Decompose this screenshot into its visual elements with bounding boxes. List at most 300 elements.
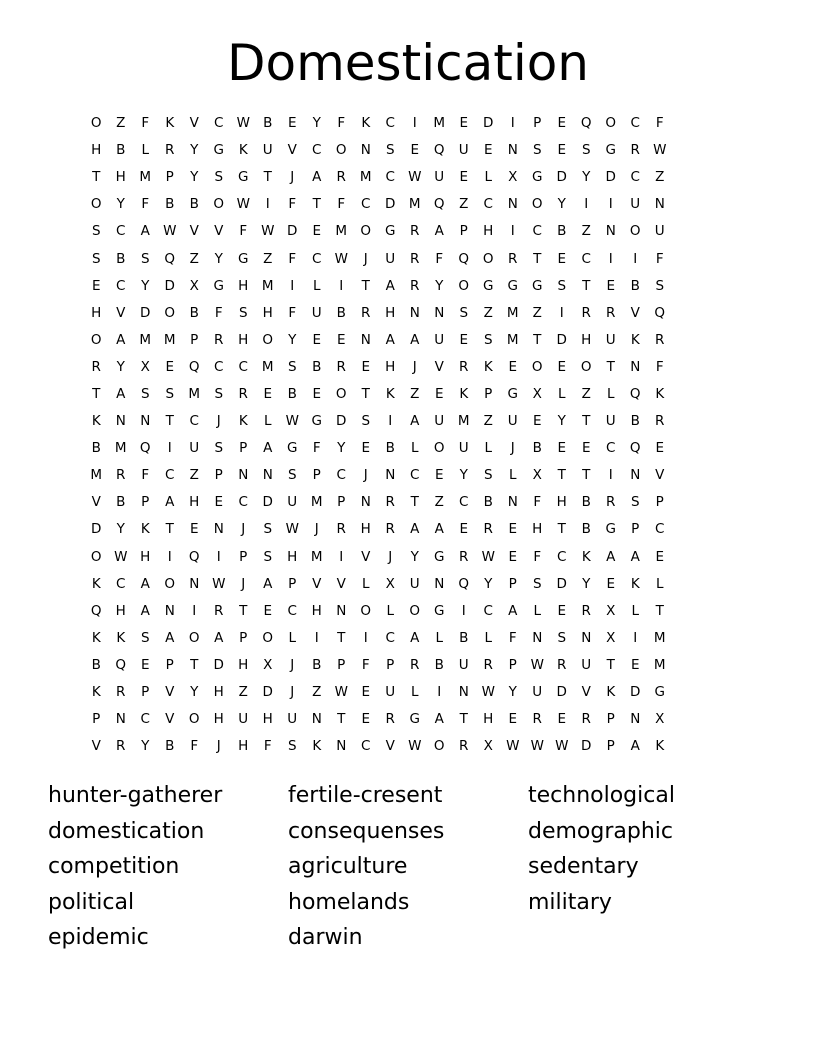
grid-letter: I [339, 277, 344, 294]
grid-letter: H [238, 738, 249, 755]
grid-letter: W [285, 413, 299, 430]
grid-letter: U [458, 440, 469, 457]
grid-letter: O [188, 711, 200, 728]
grid-letter: O [335, 142, 347, 159]
grid-letter: F [288, 250, 297, 267]
grid-letter: V [214, 223, 224, 240]
grid-letter: V [336, 575, 346, 592]
grid-letter: P [484, 385, 493, 402]
grid-letter: O [90, 548, 102, 565]
grid-letter: E [557, 142, 567, 159]
grid-letter: E [165, 358, 175, 375]
grid-letter: N [336, 602, 347, 619]
grid-letter: U [507, 413, 518, 430]
grid-letter: T [165, 413, 174, 430]
grid-letter: X [606, 602, 616, 619]
grid-letter: Y [582, 575, 591, 592]
grid-letter: I [167, 440, 172, 457]
grid-letter: W [334, 684, 348, 701]
grid-letter: W [334, 250, 348, 267]
grid-letter: R [581, 602, 591, 619]
grid-letter: W [481, 548, 495, 565]
grid-letter: H [115, 169, 126, 186]
grid-letter: B [581, 521, 591, 538]
grid-letter: R [385, 494, 395, 511]
grid-letter: U [434, 413, 445, 430]
grid-letter: R [655, 331, 665, 348]
grid-letter: S [581, 142, 591, 159]
grid-letter: Z [459, 196, 469, 213]
grid-letter: V [361, 548, 371, 565]
grid-letter: J [363, 250, 368, 267]
grid-letter: Q [580, 115, 592, 132]
grid-letter: T [410, 494, 419, 511]
grid-letter: A [140, 575, 150, 592]
grid-letter: S [459, 304, 469, 321]
grid-letter: K [385, 385, 395, 402]
grid-letter: F [337, 196, 346, 213]
grid-letter: I [633, 629, 638, 646]
grid-letter: N [532, 629, 543, 646]
grid-letter: O [164, 304, 176, 321]
grid-letter: U [581, 656, 592, 673]
grid-letter: B [459, 629, 469, 646]
grid-letter: D [556, 169, 567, 186]
grid-letter: C [287, 602, 297, 619]
grid-letter: P [655, 494, 664, 511]
grid-letter: E [606, 277, 616, 294]
word-list-item: competition [48, 854, 180, 880]
grid-letter: P [141, 684, 150, 701]
grid-letter: P [508, 656, 517, 673]
grid-letter: A [606, 548, 616, 565]
page-title: Domestication [226, 34, 589, 92]
grid-letter: P [165, 656, 174, 673]
grid-letter: N [458, 684, 469, 701]
grid-letter: H [189, 494, 200, 511]
grid-letter: E [581, 440, 591, 457]
grid-letter: Y [312, 115, 321, 132]
grid-letter: U [238, 711, 249, 728]
grid-letter: O [531, 196, 543, 213]
grid-letter: L [655, 575, 664, 592]
grid-letter: O [335, 385, 347, 402]
grid-letter: O [458, 277, 470, 294]
grid-letter: C [116, 223, 126, 240]
grid-letter: E [532, 413, 542, 430]
grid-letter: C [606, 440, 616, 457]
grid-letter: R [557, 656, 567, 673]
grid-letter: D [556, 331, 567, 348]
grid-letter: S [140, 250, 150, 267]
word-list-item: domestication [48, 818, 205, 844]
grid-letter: R [116, 467, 126, 484]
grid-letter: R [410, 250, 420, 267]
grid-row [84, 381, 744, 408]
grid-letter: F [141, 467, 150, 484]
grid-letter: Y [484, 575, 493, 592]
grid-letter: M [335, 223, 348, 240]
grid-letter: A [214, 629, 224, 646]
grid-letter: E [361, 684, 371, 701]
grid-letter: J [388, 548, 393, 565]
grid-letter: Y [410, 548, 419, 565]
grid-letter: R [214, 602, 224, 619]
grid-letter: R [459, 358, 469, 375]
grid-letter: N [360, 494, 371, 511]
word-list-item: military [528, 889, 612, 915]
grid-letter: Q [629, 385, 641, 402]
grid-letter: R [483, 521, 493, 538]
grid-letter: R [336, 169, 346, 186]
grid-letter: W [653, 142, 667, 159]
grid-letter: N [630, 358, 641, 375]
grid-row [84, 733, 744, 760]
grid-letter: L [410, 684, 419, 701]
grid-letter: Z [116, 115, 126, 132]
grid-letter: K [140, 521, 150, 538]
grid-letter: S [140, 629, 150, 646]
grid-letter: B [116, 494, 126, 511]
grid-letter: N [115, 711, 126, 728]
grid-letter: O [188, 629, 200, 646]
grid-letter: Z [581, 223, 591, 240]
grid-letter: N [238, 467, 249, 484]
grid-letter: O [409, 602, 421, 619]
grid-letter: N [581, 629, 592, 646]
grid-letter: P [459, 223, 468, 240]
grid-letter: D [556, 684, 567, 701]
grid-letter: I [510, 223, 515, 240]
grid-letter: U [287, 711, 298, 728]
grid-letter: H [238, 331, 249, 348]
grid-letter: T [582, 413, 591, 430]
grid-letter: T [263, 169, 272, 186]
grid-letter: T [190, 656, 199, 673]
grid-letter: O [213, 196, 225, 213]
grid-letter: T [582, 467, 591, 484]
grid-letter: Y [116, 358, 125, 375]
grid-letter: T [337, 629, 346, 646]
grid-letter: Y [288, 331, 297, 348]
grid-letter: E [361, 440, 371, 457]
word-list-item: fertile-cresent [288, 783, 443, 809]
grid-letter: O [262, 629, 274, 646]
grid-letter: T [312, 196, 321, 213]
grid-letter: W [261, 223, 275, 240]
grid-letter: H [213, 684, 224, 701]
grid-letter: B [385, 440, 395, 457]
grid-letter: A [410, 413, 420, 430]
grid-letter: A [165, 629, 175, 646]
grid-letter: R [116, 684, 126, 701]
word-list-item: darwin [288, 925, 363, 951]
grid-letter: Q [90, 602, 102, 619]
grid-letter: B [91, 656, 101, 673]
grid-letter: L [484, 169, 493, 186]
grid-letter: N [360, 142, 371, 159]
grid-letter: T [582, 277, 591, 294]
grid-letter: H [262, 711, 273, 728]
word-list-item: demographic [528, 818, 673, 844]
grid-letter: H [115, 602, 126, 619]
grid-letter: X [140, 358, 150, 375]
grid-letter: R [581, 304, 591, 321]
grid-letter: F [263, 738, 272, 755]
grid-letter: I [437, 684, 442, 701]
grid-letter: E [508, 358, 518, 375]
grid-letter: E [140, 656, 150, 673]
grid-letter: F [141, 196, 150, 213]
grid-letter: H [91, 304, 102, 321]
grid-letter: S [361, 413, 371, 430]
grid-letter: B [532, 440, 542, 457]
grid-row [84, 571, 744, 598]
grid-letter: L [435, 629, 444, 646]
grid-letter: P [508, 575, 517, 592]
grid-letter: E [508, 521, 518, 538]
grid-letter: I [290, 277, 295, 294]
grid-letter: C [630, 169, 640, 186]
grid-letter: Q [139, 440, 151, 457]
grid-letter: H [483, 711, 494, 728]
grid-letter: M [163, 331, 176, 348]
grid-letter: A [410, 331, 420, 348]
grid-letter: J [290, 684, 295, 701]
grid-letter: I [388, 413, 393, 430]
grid-row [84, 598, 744, 625]
grid-letter: G [213, 277, 224, 294]
grid-letter: T [239, 602, 248, 619]
grid-letter: G [238, 169, 249, 186]
grid-letter: U [189, 440, 200, 457]
grid-letter: G [507, 277, 518, 294]
grid-letter: I [412, 115, 417, 132]
grid-letter: S [287, 358, 297, 375]
grid-letter: T [337, 711, 346, 728]
grid-letter: S [140, 385, 150, 402]
grid-letter: G [532, 277, 543, 294]
grid-letter: C [189, 413, 199, 430]
grid-letter: N [213, 521, 224, 538]
grid-letter: M [261, 277, 274, 294]
grid-letter: L [557, 385, 566, 402]
grid-letter: L [606, 385, 615, 402]
grid-letter: K [606, 684, 616, 701]
grid-letter: G [287, 440, 298, 457]
grid-letter: R [508, 250, 518, 267]
grid-row [84, 110, 744, 137]
grid-letter: G [507, 385, 518, 402]
grid-letter: S [287, 467, 297, 484]
grid-letter: M [139, 169, 152, 186]
grid-letter: M [433, 115, 446, 132]
word-list-row [48, 849, 788, 885]
grid-letter: P [312, 467, 321, 484]
grid-letter: C [385, 169, 395, 186]
grid-letter: I [608, 467, 613, 484]
grid-letter: N [630, 467, 641, 484]
grid-letter: D [581, 738, 592, 755]
grid-letter: S [263, 521, 273, 538]
grid-letter: S [532, 575, 542, 592]
grid-letter: I [192, 602, 197, 619]
grid-letter: H [262, 304, 273, 321]
grid-letter: G [409, 711, 420, 728]
grid-letter: E [263, 602, 273, 619]
grid-letter: F [361, 656, 370, 673]
grid-letter: R [385, 521, 395, 538]
grid-letter: N [385, 467, 396, 484]
grid-letter: L [361, 575, 370, 592]
grid-letter: J [510, 440, 515, 457]
grid-letter: X [532, 385, 542, 402]
grid-letter: H [483, 223, 494, 240]
grid-letter: Y [190, 142, 199, 159]
grid-letter: Y [337, 440, 346, 457]
grid-letter: P [337, 494, 346, 511]
grid-letter: A [410, 629, 420, 646]
grid-letter: N [654, 196, 665, 213]
grid-letter: Z [312, 684, 322, 701]
grid-letter: Q [188, 548, 200, 565]
grid-letter: W [236, 196, 250, 213]
grid-row [84, 191, 744, 218]
grid-letter: D [262, 684, 273, 701]
grid-letter: A [116, 385, 126, 402]
grid-letter: X [385, 575, 395, 592]
grid-letter: P [214, 467, 223, 484]
grid-letter: U [262, 142, 273, 159]
grid-row [84, 625, 744, 652]
grid-letter: P [288, 575, 297, 592]
grid-letter: C [165, 467, 175, 484]
grid-letter: N [140, 413, 151, 430]
grid-letter: R [410, 656, 420, 673]
grid-row [84, 652, 744, 679]
grid-letter: P [606, 738, 615, 755]
grid-letter: R [532, 711, 542, 728]
grid-letter: E [557, 115, 567, 132]
word-list-row [48, 920, 788, 956]
grid-letter: F [312, 440, 321, 457]
grid-letter: V [655, 467, 665, 484]
grid-letter: N [507, 142, 518, 159]
grid-letter: V [312, 575, 322, 592]
grid-letter: X [655, 711, 665, 728]
word-list-row [48, 885, 788, 921]
grid-letter: E [410, 142, 420, 159]
grid-letter: C [483, 196, 493, 213]
grid-letter: A [630, 738, 640, 755]
grid-letter: C [214, 358, 224, 375]
grid-letter: T [557, 521, 566, 538]
grid-letter: P [631, 521, 640, 538]
grid-letter: E [434, 467, 444, 484]
grid-letter: O [531, 358, 543, 375]
grid-letter: R [410, 223, 420, 240]
grid-letter: G [434, 548, 445, 565]
grid-letter: Q [188, 358, 200, 375]
grid-letter: W [114, 548, 128, 565]
grid-letter: P [533, 115, 542, 132]
grid-letter: U [434, 331, 445, 348]
grid-row [84, 354, 744, 381]
grid-letter: E [263, 385, 273, 402]
word-list-item: political [48, 889, 135, 915]
grid-letter: V [165, 711, 175, 728]
grid-letter: C [361, 738, 371, 755]
grid-letter: A [165, 494, 175, 511]
grid-letter: I [584, 196, 589, 213]
grid-letter: Y [508, 684, 517, 701]
grid-letter: M [359, 169, 372, 186]
grid-letter: U [605, 331, 616, 348]
grid-letter: Y [190, 684, 199, 701]
grid-letter: U [385, 250, 396, 267]
grid-letter: C [336, 467, 346, 484]
grid-letter: T [606, 656, 615, 673]
grid-letter: H [556, 494, 567, 511]
grid-letter: P [190, 331, 199, 348]
grid-letter: I [608, 196, 613, 213]
grid-letter: F [141, 115, 150, 132]
grid-letter: B [116, 142, 126, 159]
grid-letter: H [385, 358, 396, 375]
grid-letter: U [630, 196, 641, 213]
grid-row [84, 300, 744, 327]
grid-letter: V [581, 684, 591, 701]
grid-row [84, 489, 744, 516]
grid-letter: E [214, 494, 224, 511]
grid-letter: N [507, 494, 518, 511]
grid-letter: Z [483, 304, 493, 321]
grid-letter: K [238, 413, 248, 430]
grid-letter: D [385, 196, 396, 213]
word-list-item: homelands [288, 889, 410, 915]
grid-letter: S [91, 250, 101, 267]
grid-letter: F [239, 223, 248, 240]
grid-letter: B [165, 196, 175, 213]
grid-letter: V [116, 304, 126, 321]
grid-letter: F [337, 115, 346, 132]
grid-letter: C [214, 115, 224, 132]
grid-letter: R [385, 711, 395, 728]
grid-letter: L [141, 142, 150, 159]
grid-letter: U [605, 413, 616, 430]
grid-letter: F [508, 629, 517, 646]
grid-letter: K [312, 738, 322, 755]
grid-row [84, 462, 744, 489]
grid-letter: N [434, 575, 445, 592]
grid-letter: N [434, 304, 445, 321]
grid-letter: D [164, 277, 175, 294]
grid-letter: B [165, 738, 175, 755]
grid-row [84, 435, 744, 462]
grid-letter: O [433, 738, 445, 755]
grid-letter: M [90, 467, 103, 484]
grid-letter: B [263, 115, 273, 132]
grid-letter: E [459, 169, 469, 186]
grid-letter: P [239, 629, 248, 646]
grid-letter: G [532, 169, 543, 186]
grid-letter: E [557, 440, 567, 457]
grid-letter: C [655, 521, 665, 538]
grid-letter: E [336, 331, 346, 348]
grid-letter: C [581, 250, 591, 267]
grid-letter: P [239, 548, 248, 565]
grid-letter: G [385, 223, 396, 240]
